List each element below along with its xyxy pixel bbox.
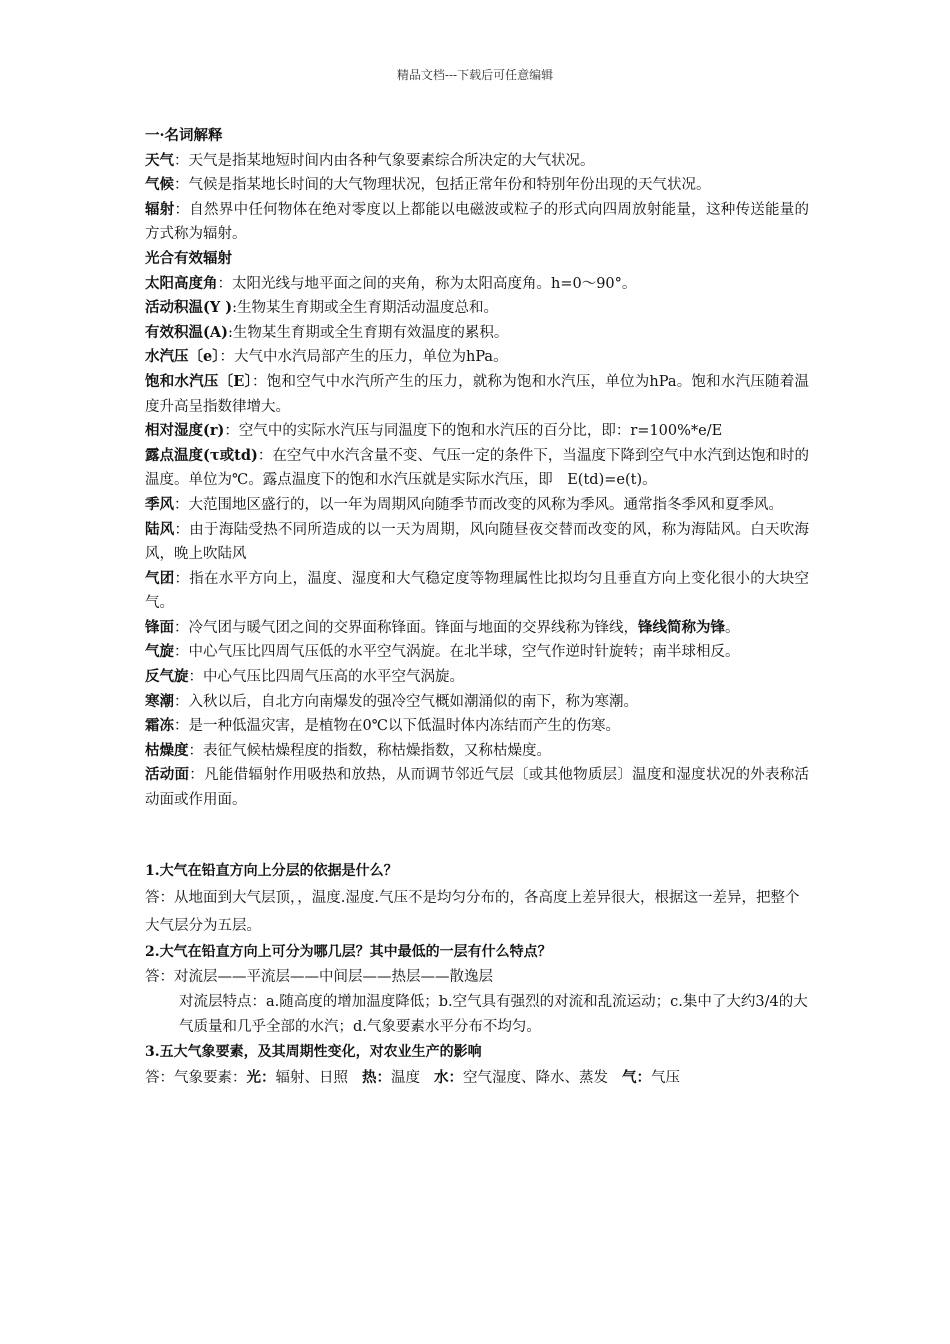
element-colon: ： bbox=[261, 1068, 276, 1086]
term-entry bbox=[145, 616, 809, 641]
term-separator: : bbox=[227, 324, 233, 341]
term-name: 水汽压〔e〕 bbox=[145, 348, 220, 366]
term-name: 霜冻 bbox=[145, 717, 174, 735]
term-name: 气候 bbox=[145, 176, 174, 194]
term-separator: ： bbox=[174, 177, 189, 194]
element-colon: ： bbox=[448, 1068, 463, 1086]
term-definition: 在空气中水汽含量不变、气压一定的条件下，当温度下降到空气中水汽到达饱和时的温度。单位为℃。露点温度下的饱和水汽压就是实际水汽压，即 E(td)=e(t)。 bbox=[145, 447, 809, 489]
term-separator: ： bbox=[188, 669, 203, 686]
element-key: 水 bbox=[434, 1068, 449, 1086]
term-name: 饱和水汽压〔E〕 bbox=[145, 372, 253, 390]
term-entry bbox=[145, 345, 809, 370]
term-name: 气旋 bbox=[145, 643, 174, 661]
term-separator: : bbox=[232, 300, 238, 317]
term-entry bbox=[145, 493, 809, 518]
term-definition: 是一种低温灾害，是植物在0℃以下低温时体内冻结而产生的伤寒。 bbox=[188, 718, 620, 735]
term-entry bbox=[145, 690, 809, 715]
element-key: 光 bbox=[246, 1068, 261, 1086]
term-definition-tail: 。 bbox=[725, 619, 740, 636]
term-name: 气团 bbox=[145, 569, 175, 587]
term-name: 反气旋 bbox=[145, 668, 189, 686]
term-definition: 冷气团与暖气团之间的交界面称锋面。锋面与地面的交界线称为锋线， bbox=[188, 619, 638, 636]
term-entry bbox=[145, 173, 809, 198]
element-colon: ： bbox=[376, 1068, 391, 1086]
term-definition-emphasis: 锋线简称为锋 bbox=[638, 618, 725, 636]
term-name: 寒潮 bbox=[145, 692, 174, 710]
question-1 bbox=[145, 859, 809, 940]
term-name: 辐射 bbox=[145, 200, 175, 218]
term-entry bbox=[145, 272, 809, 297]
term-separator: ： bbox=[174, 693, 189, 710]
section-title: 一·名词解释 bbox=[145, 127, 223, 144]
term-definition: 凡能借辐射作用吸热和放热，从而调节邻近气层〔或其他物质层〕温度和湿度状况的外表称活动面或作用面。 bbox=[145, 767, 810, 809]
term-separator: ： bbox=[219, 349, 234, 366]
term-entry bbox=[145, 665, 809, 690]
term-name: 活动积温(Y ) bbox=[145, 299, 233, 317]
term-separator: ： bbox=[174, 644, 189, 661]
term-entry bbox=[145, 321, 809, 346]
term-name: 锋面 bbox=[145, 618, 174, 636]
question-2 bbox=[145, 940, 809, 1040]
answer-text bbox=[145, 1065, 809, 1091]
answer-prefix: 答：气象要素： bbox=[145, 1069, 247, 1086]
term-definition: 中心气压比四周气压高的水平空气涡旋。 bbox=[203, 669, 464, 686]
term-name: 天气 bbox=[145, 151, 174, 169]
term-name: 光合有效辐射 bbox=[145, 249, 232, 267]
answer-detail: 对流层特点：a.随高度的增加温度降低；b.空气具有强烈的对流和乱流运动；c.集中了大约3/4的大气质量和几乎全部的水汽；d.气象要素水平分布不均匀。 bbox=[179, 993, 808, 1035]
term-entry bbox=[145, 419, 809, 444]
term-definition: 空气中的实际水汽压与同温度下的饱和水汽压的百分比，即：r=100%*e/E bbox=[238, 423, 723, 440]
term-definition: 中心气压比四周气压低的水平空气涡旋。在北半球，空气作逆时针旋转；南半球相反。 bbox=[188, 644, 740, 661]
term-name: 枯燥度 bbox=[145, 741, 189, 759]
term-separator: ： bbox=[252, 373, 267, 390]
term-entry bbox=[145, 247, 809, 272]
term-separator: ： bbox=[174, 619, 189, 636]
term-separator: ： bbox=[174, 718, 189, 735]
element-colon: ： bbox=[636, 1068, 651, 1086]
term-separator: ： bbox=[174, 496, 189, 513]
term-entry bbox=[145, 763, 809, 812]
term-separator: ： bbox=[188, 742, 203, 759]
element-value: 温度 bbox=[391, 1069, 420, 1086]
term-name: 活动面 bbox=[145, 766, 190, 784]
answer-text: 答：对流层——平流层——中间层——热层——散逸层 bbox=[145, 968, 493, 985]
question-3 bbox=[145, 1040, 809, 1091]
answer-text: 答：从地面到大气层顶，，温度.湿度.气压不是均匀分布的，各高度上差异很大，根据这一差异，把整个大气层分为五层。 bbox=[145, 889, 800, 934]
term-definition: 大气中水汽局部产生的压力，单位为hPa。 bbox=[233, 349, 508, 366]
term-name: 季风 bbox=[145, 495, 174, 513]
term-definition: 表征气候枯燥程度的指数，称枯燥指数，又称枯燥度。 bbox=[203, 742, 551, 759]
term-entry bbox=[145, 567, 809, 616]
term-entry bbox=[145, 149, 809, 174]
term-definition: 指在水平方向上，温度、湿度和大气稳定度等物理属性比拟均匀且垂直方向上变化很小的大块空气。 bbox=[145, 570, 810, 612]
question-title: 2.大气在铅直方向上可分为哪几层？其中最低的一层有什么特点？ bbox=[145, 943, 552, 960]
term-entry bbox=[145, 296, 809, 321]
term-separator: ： bbox=[224, 423, 239, 440]
element-value: 辐射、日照 bbox=[275, 1069, 348, 1086]
term-entry bbox=[145, 518, 809, 567]
term-name: 太阳高度角 bbox=[145, 274, 218, 292]
element-value: 空气湿度、降水、蒸发 bbox=[463, 1069, 608, 1086]
term-separator: ： bbox=[174, 570, 190, 587]
term-definition: 自然界中任何物体在绝对零度以上都能以电磁波或粒子的形式向四周放射能量，这种传送能量的方式称为辐射。 bbox=[145, 201, 810, 243]
term-definition: 气候是指某地长时间的大气物理状况，包括正常年份和特别年份出现的天气状况。 bbox=[188, 177, 711, 194]
term-separator: ： bbox=[217, 275, 232, 292]
term-definition: 由于海陆受热不同所造成的以一天为周期，风向随昼夜交替而改变的风，称为海陆风。白天吹海风，晚上吹陆风 bbox=[145, 521, 810, 563]
term-definition: 饱和空气中水汽所产生的压力，就称为饱和水汽压，单位为hPa。饱和水汽压随着温度升高呈指数律增大。 bbox=[145, 373, 809, 415]
term-name: 露点温度(τ或td) bbox=[145, 446, 258, 464]
term-entry bbox=[145, 739, 809, 764]
term-name: 有效积温(A) bbox=[145, 323, 228, 341]
term-definition: 生物某生育期或全生育期有效温度的累积。 bbox=[232, 324, 509, 341]
term-list bbox=[145, 149, 809, 813]
term-definition: 入秋以后，自北方向南爆发的强冷空气概如潮涌似的南下，称为寒潮。 bbox=[188, 693, 638, 710]
term-definition: 大范围地区盛行的，以一年为周期风向随季节而改变的风称为季风。通常指冬季风和夏季风。 bbox=[188, 496, 783, 513]
term-entry bbox=[145, 370, 809, 419]
document-body bbox=[145, 124, 809, 1091]
term-entry bbox=[145, 640, 809, 665]
term-separator: ： bbox=[257, 447, 273, 464]
term-separator: ： bbox=[174, 152, 189, 169]
element-key: 热 bbox=[362, 1068, 377, 1086]
question-title: 3.五大气象要素，及其周期性变化，对农业生产的影响 bbox=[145, 1043, 482, 1060]
term-name: 相对湿度(r) bbox=[145, 422, 225, 440]
term-separator: ： bbox=[174, 521, 190, 538]
element-value: 气压 bbox=[651, 1069, 680, 1086]
question-title: 1.大气在铅直方向上分层的依据是什么？ bbox=[145, 862, 398, 879]
term-definition: 太阳光线与地平面之间的夹角，称为太阳高度角。h=0～90°。 bbox=[232, 275, 637, 292]
term-separator: ： bbox=[174, 201, 190, 218]
element-key: 气 bbox=[622, 1068, 637, 1086]
page-header: 精品文档---下载后可任意编辑 bbox=[396, 68, 554, 82]
term-definition: 生物某生育期或全生育期活动温度总和。 bbox=[237, 300, 499, 317]
term-entry bbox=[145, 444, 809, 493]
term-definition: 天气是指某地短时间内由各种气象要素综合所决定的大气状况。 bbox=[188, 152, 595, 169]
term-name: 陆风 bbox=[145, 520, 175, 538]
term-entry bbox=[145, 714, 809, 739]
term-entry bbox=[145, 198, 809, 247]
term-separator: ： bbox=[189, 767, 205, 784]
